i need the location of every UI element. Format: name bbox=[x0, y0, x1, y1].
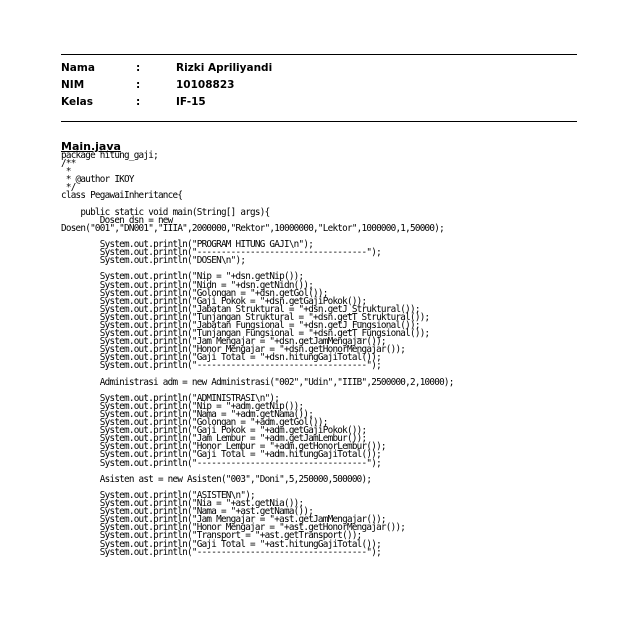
code-line: System.out.println("Jabatan Struktural = "+dsn.getJ_Struktural()); bbox=[61, 303, 420, 315]
code-line: System.out.println("Nama = "+adm.getNama()); bbox=[61, 409, 314, 420]
code-line: System.out.println("Tunjangan Fungsional = "+dsn.getT_Fungsional()); bbox=[61, 328, 430, 340]
code-line: System.out.println("Jam Mengajar = "+dsn.getJamMengajar()); bbox=[61, 336, 386, 348]
code-line: Dosen dsn = new bbox=[61, 214, 173, 226]
code-line: System.out.println("Jam Lembur = "+adm.getJamLembur()); bbox=[61, 433, 367, 445]
code-line: System.out.println("Golongan = "+adm.getGol()); bbox=[61, 417, 328, 429]
top-divider bbox=[61, 54, 577, 55]
code-line: Asisten ast = new Asisten("003","Doni",5,250000,500000); bbox=[61, 473, 372, 485]
code-line: public static void main(String[] args){ bbox=[61, 206, 270, 218]
code-line: Administrasi adm = new Administrasi("002","Udin","IIIB",2500000,2,10000); bbox=[61, 376, 454, 388]
code-line: Dosen("001","DN001","IIIA",2000000,"Rektor",10000000,"Lektor",1000000,1,50000); bbox=[61, 222, 444, 234]
code-line: System.out.println("Nip = "+dsn.getNip()); bbox=[61, 271, 304, 283]
code-line: System.out.println("Transport = "+ast.getTransport()); bbox=[61, 530, 362, 542]
info-value: Rizki Apriliyandi bbox=[176, 62, 273, 74]
info-label: Kelas bbox=[61, 96, 94, 108]
code-line: System.out.println("ASISTEN\n"); bbox=[61, 489, 255, 501]
info-value: IF-15 bbox=[176, 96, 206, 108]
code-line: /** bbox=[61, 158, 76, 170]
code-line: System.out.println("Honor Lembur = "+adm.getHonorLembur()); bbox=[61, 441, 386, 453]
info-colon: : bbox=[136, 62, 141, 74]
code-line: * @author IKOY bbox=[61, 174, 134, 186]
info-value: 10108823 bbox=[176, 79, 235, 91]
info-colon: : bbox=[136, 96, 141, 108]
code-line: System.out.println("Nip = "+adm.getNip()); bbox=[61, 400, 304, 412]
code-line: System.out.println("Gaji Total = "+adm.hitungGajiTotal()); bbox=[61, 449, 381, 461]
file-name-heading: Main.java bbox=[61, 140, 121, 153]
code-line: System.out.println("DOSEN\n"); bbox=[61, 255, 246, 267]
code-line: System.out.println("-----------------------------------"); bbox=[61, 247, 381, 259]
code-line: System.out.println("Honor Mengajar = "+dsn.getHonorMengajar()); bbox=[61, 344, 406, 356]
code-line: */ bbox=[61, 182, 76, 194]
code-line: System.out.println("Nia = "+ast.getNia()); bbox=[61, 498, 304, 510]
code-line: class PegawaiInheritance{ bbox=[61, 190, 183, 202]
code-line: System.out.println("PROGRAM HITUNG GAJI\n"); bbox=[61, 239, 314, 251]
code-line: System.out.println("Jabatan Fungsional = "+dsn.getJ_Fungsional()); bbox=[61, 319, 420, 331]
info-label: NIM bbox=[61, 79, 85, 91]
code-line: System.out.println("Gaji Total = "+dsn.hitungGajiTotal()); bbox=[61, 352, 381, 364]
code-line: System.out.println("Gaji Pokok = "+adm.getGajiPokok()); bbox=[61, 425, 367, 437]
code-line: System.out.println("Honor Mengajar = "+ast.getHonorMengajar()); bbox=[61, 522, 406, 534]
code-line: System.out.println("Golongan = "+dsn.getGol()); bbox=[61, 287, 328, 299]
code-line: System.out.println("-----------------------------------"); bbox=[61, 546, 381, 558]
code-line: System.out.println("Gaji Pokok = "+dsn.getGajiPokok()); bbox=[61, 295, 367, 307]
code-line: System.out.println("Tunjangan Struktural = "+dsn.getT_Struktural()); bbox=[61, 311, 430, 323]
code-line: * bbox=[61, 166, 71, 178]
code-listing bbox=[61, 152, 581, 557]
header-divider bbox=[61, 121, 577, 122]
code-line: System.out.println("-----------------------------------"); bbox=[61, 457, 381, 469]
code-line: System.out.println("ADMINISTRASI\n"); bbox=[61, 392, 280, 404]
code-line: System.out.println("Jam Mengajar = "+ast.getJamMengajar()); bbox=[61, 514, 386, 526]
code-line: package hitung_gaji; bbox=[61, 150, 158, 161]
code-line: System.out.println("Gaji Total = "+ast.hitungGajiTotal()); bbox=[61, 538, 381, 550]
code-line: System.out.println("Nama = "+ast.getNama()); bbox=[61, 506, 314, 518]
code-line: System.out.println("-----------------------------------"); bbox=[61, 360, 381, 372]
info-colon: : bbox=[136, 79, 141, 91]
info-label: Nama bbox=[61, 62, 95, 74]
code-line: System.out.println("Nidn = "+dsn.getNidn()); bbox=[61, 279, 314, 291]
